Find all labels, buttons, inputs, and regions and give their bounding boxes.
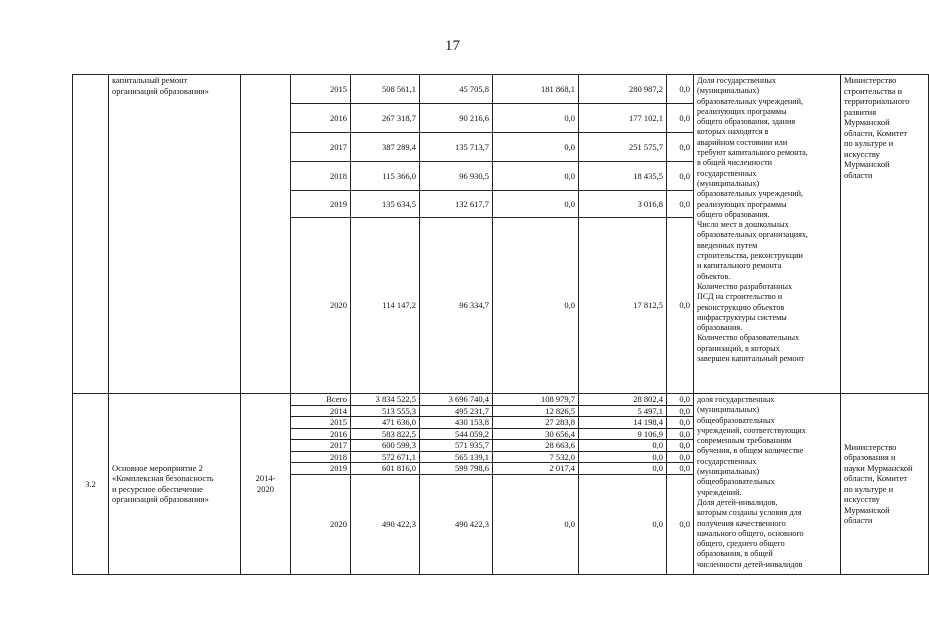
federal-cell: 28 663,6: [493, 440, 579, 452]
total-cell: 572 671,1: [351, 451, 420, 463]
total-cell: 135 634,5: [351, 191, 420, 218]
local-cell: 251 575,7: [579, 133, 667, 162]
regional-cell: 565 139,1: [420, 451, 493, 463]
local-cell: 0,0: [579, 440, 667, 452]
other-cell: 0,0: [667, 428, 694, 440]
federal-cell: 30 656,4: [493, 428, 579, 440]
other-cell: 0,0: [667, 463, 694, 475]
federal-cell: 181 868,1: [493, 75, 579, 104]
total-cell: 471 636,0: [351, 417, 420, 429]
regional-cell: 96 930,5: [420, 162, 493, 191]
federal-cell: 0,0: [493, 162, 579, 191]
year-cell: 2018: [291, 162, 351, 191]
local-cell: 9 106,9: [579, 428, 667, 440]
year-cell: 2016: [291, 104, 351, 133]
other-cell: 0,0: [667, 394, 694, 406]
total-cell: 115 366,0: [351, 162, 420, 191]
responsible-executor: Министерство образования и науки Мурманской области, Комитет по культуре и искусству Мурманской области: [841, 394, 929, 575]
other-cell: 0,0: [667, 440, 694, 452]
year-cell: 2016: [291, 428, 351, 440]
local-cell: 0,0: [579, 451, 667, 463]
federal-cell: 0,0: [493, 218, 579, 394]
local-cell: 14 198,4: [579, 417, 667, 429]
regional-cell: 599 798,6: [420, 463, 493, 475]
regional-cell: 490 422,3: [420, 474, 493, 574]
indicator-text: доля государственных (муниципальных) общеобразовательных учреждений, соответствующих современным требованиям обучения, в общем количестве государственных (муниципальных) общеобразовательных учреждений. Доля детей-инвалидов, которым созданы условия для получения качественного начального общего, основного общего, среднего общего образования, в общей численности детей-инвалидов: [694, 394, 841, 575]
federal-cell: 7 532,0: [493, 451, 579, 463]
federal-cell: 0,0: [493, 191, 579, 218]
regional-cell: 135 713,7: [420, 133, 493, 162]
other-cell: 0,0: [667, 405, 694, 417]
federal-cell: 0,0: [493, 104, 579, 133]
regional-cell: 90 216,6: [420, 104, 493, 133]
year-cell: Всего: [291, 394, 351, 406]
year-cell: 2014: [291, 405, 351, 417]
regional-cell: 544 059,2: [420, 428, 493, 440]
total-cell: 3 834 522,5: [351, 394, 420, 406]
federal-cell: 108 979,7: [493, 394, 579, 406]
total-cell: 600 599,3: [351, 440, 420, 452]
year-cell: 2019: [291, 463, 351, 475]
total-cell: 267 318,7: [351, 104, 420, 133]
regional-cell: 45 705,8: [420, 75, 493, 104]
regional-cell: 495 231,7: [420, 405, 493, 417]
total-cell: 114 147,2: [351, 218, 420, 394]
year-cell: 2020: [291, 474, 351, 574]
federal-cell: 0,0: [493, 474, 579, 574]
year-cell: 2015: [291, 75, 351, 104]
regional-cell: 96 334,7: [420, 218, 493, 394]
year-cell: 2017: [291, 133, 351, 162]
local-cell: 177 102,1: [579, 104, 667, 133]
local-cell: 3 016,8: [579, 191, 667, 218]
period-cell: [241, 75, 291, 394]
other-cell: 0,0: [667, 451, 694, 463]
local-cell: 280 987,2: [579, 75, 667, 104]
local-cell: 17 812,5: [579, 218, 667, 394]
total-cell: 513 555,3: [351, 405, 420, 417]
total-cell: 583 822,5: [351, 428, 420, 440]
federal-cell: 2 017,4: [493, 463, 579, 475]
other-cell: 0,0: [667, 162, 694, 191]
regional-cell: 430 153,8: [420, 417, 493, 429]
regional-cell: 132 617,7: [420, 191, 493, 218]
regional-cell: 571 935,7: [420, 440, 493, 452]
other-cell: 0,0: [667, 474, 694, 574]
local-cell: 18 435,5: [579, 162, 667, 191]
indicator-text: Доля государственных (муниципальных) образовательных учреждений, реализующих программы общего образования, здания которых находятся в аварийном состоянии или требуют капитального ремонта, в общей численности государственных (муниципальных) образовательных учреждений, реализующих программы общего образования. Число мест в дошкольных образовательных организациях, введенных путем строительства, реконструкции и капитального ремонта объектов. Количество разработанных ПСД на строительство и реконструкцию объектов инфраструктуры системы образования. Количество образовательных организаций, в которых завершен капитальный ремонт: [694, 75, 841, 394]
year-cell: 2019: [291, 191, 351, 218]
total-cell: 490 422,3: [351, 474, 420, 574]
year-cell: 2017: [291, 440, 351, 452]
federal-cell: 12 826,5: [493, 405, 579, 417]
regional-cell: 3 696 740,4: [420, 394, 493, 406]
year-cell: 2020: [291, 218, 351, 394]
federal-cell: 27 283,8: [493, 417, 579, 429]
total-cell: 601 816,0: [351, 463, 420, 475]
responsible-executor: Министерство строительства и территориального развития Мурманской области, Комитет по культуре и искусству Мурманской области: [841, 75, 929, 394]
period-cell: 2014- 2020: [241, 394, 291, 575]
year-cell: 2015: [291, 417, 351, 429]
activity-title: капитальный ремонт организаций образования»: [109, 75, 241, 394]
local-cell: 5 497,1: [579, 405, 667, 417]
total-cell: 508 561,1: [351, 75, 420, 104]
other-cell: 0,0: [667, 417, 694, 429]
other-cell: 0,0: [667, 191, 694, 218]
activity-title: Основное мероприятие 2 «Комплексная безопасность и ресурсное обеспечение организаций образования»: [109, 394, 241, 575]
row-number-cell: [73, 75, 109, 394]
local-cell: 28 802,4: [579, 394, 667, 406]
total-cell: 387 289,4: [351, 133, 420, 162]
program-table: [72, 74, 929, 575]
other-cell: 0,0: [667, 104, 694, 133]
year-cell: 2018: [291, 451, 351, 463]
federal-cell: 0,0: [493, 133, 579, 162]
other-cell: 0,0: [667, 218, 694, 394]
other-cell: 0,0: [667, 75, 694, 104]
local-cell: 0,0: [579, 474, 667, 574]
other-cell: 0,0: [667, 133, 694, 162]
row-number-cell: 3.2: [73, 394, 109, 575]
page-number: 17: [445, 38, 460, 54]
local-cell: 0,0: [579, 463, 667, 475]
